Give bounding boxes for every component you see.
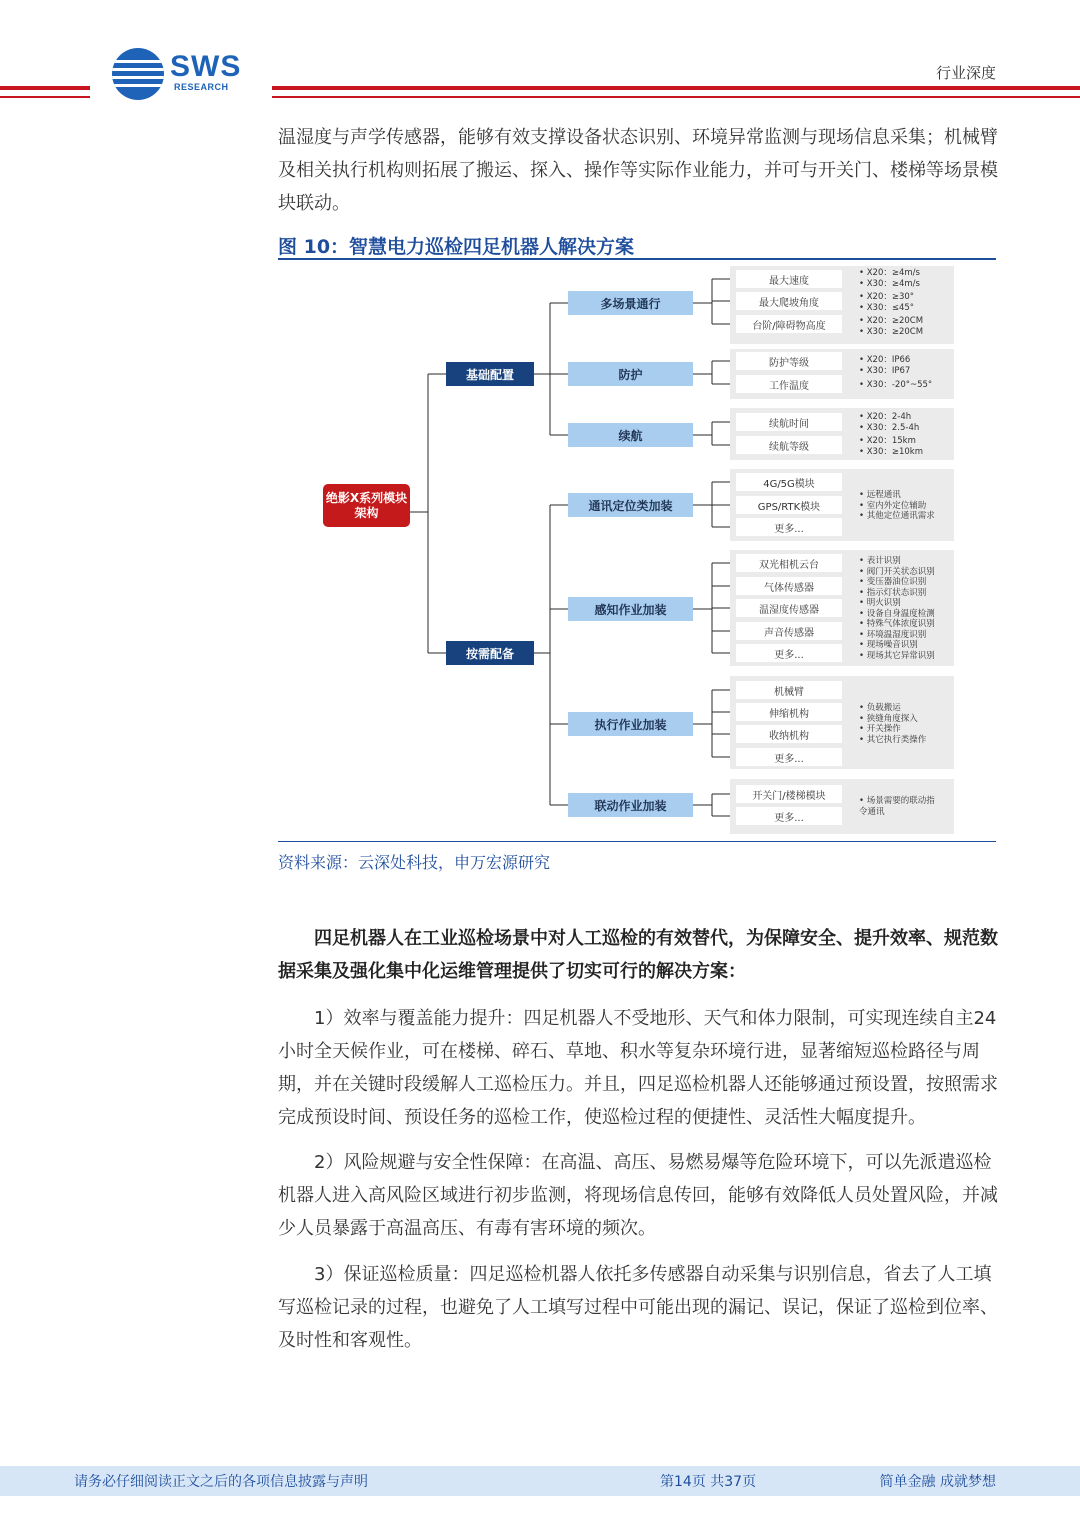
point-risk: 2）风险规避与安全性保障：在高温、高压、易燃易爆等危险环境下，可以先派遣巡检机器人进入高风险区域进行初步监测，将现场信息传回，能够有效降低人员处置风险，并减少人员暴露于高温高压、有毒有害环境的频次。 (278, 1152, 998, 1239)
leaf-robot-arm: 机械臂 (736, 681, 842, 699)
figure-top-rule (278, 258, 996, 260)
group-execution: 执行作业加装 (568, 712, 693, 736)
leaf-endurance-time: 续航时间 (736, 413, 842, 431)
leaf-more-perception: 更多... (736, 644, 842, 662)
figure-bottom-rule (278, 841, 996, 842)
leaf-step-height: 台阶/障碍物高度 (736, 315, 842, 333)
level1-on-demand: 按需配备 (446, 641, 534, 665)
point-efficiency: 1）效率与覆盖能力提升：四足机器人不受地形、天气和体力限制，可实现连续自主24小时全天候作业，可在楼梯、碎石、草地、积水等复杂环境行进，显著缩短巡检路径与周期，并在关键时段缓解人工巡检压力。并且，四足巡检机器人还能够通过预设置，按照需求完成预设时间、预设任务的巡检工作，使巡检过程的便捷性、灵活性大幅度提升。 (278, 1008, 998, 1128)
notes-protection: • X20：IP66 • X30：IP67 • X30：-20°~55° (859, 355, 932, 391)
notes-multi-scene: • X20：≥4m/s • X30：≥4m/s • X20：≥30° • X30：≤45° • X20：≥20CM • X30：≥20CM (859, 268, 923, 337)
leaf-gps-rtk: GPS/RTK模块 (736, 496, 842, 514)
leaf-more-linkage: 更多... (736, 807, 842, 825)
notes-endurance: • X20：2-4h • X30：2.5-4h • X20：15km • X30：≥10km (859, 412, 923, 457)
header-rule-left-thin (0, 96, 90, 98)
leaf-humidity-sensor: 温湿度传感器 (736, 599, 842, 617)
intro-paragraph: 温湿度与声学传感器，能够有效支撑设备状态识别、环境异常监测与现场信息采集；机械臂及相关执行机构则拓展了搬运、探入、操作等实际作业能力，并可与开关门、楼梯等场景模块联动。 (278, 127, 998, 214)
leaf-telescopic: 伸缩机构 (736, 703, 842, 721)
root-node: 绝影X系列模块架构 (323, 484, 410, 527)
leaf-more-comm: 更多... (736, 518, 842, 536)
logo-subtext: RESEARCH (174, 82, 229, 92)
leaf-max-speed: 最大速度 (736, 270, 842, 288)
level1-basic-config: 基础配置 (446, 362, 534, 386)
notes-linkage: • 场景需要的联动指令通讯 (859, 796, 939, 817)
leaf-storage: 收纳机构 (736, 725, 842, 743)
footer-page-number: 第14页 共37页 (660, 1474, 757, 1490)
leaf-sound-sensor: 声音传感器 (736, 622, 842, 640)
solution-diagram (278, 262, 996, 840)
sws-logo-icon (112, 48, 164, 100)
leaf-gas-sensor: 气体传感器 (736, 577, 842, 595)
figure-title: 图 10：智慧电力巡检四足机器人解决方案 (278, 236, 635, 258)
figure-source: 资料来源：云深处科技，申万宏源研究 (278, 853, 551, 872)
leaf-work-temp: 工作温度 (736, 375, 842, 393)
header-rule-right (272, 86, 1080, 90)
leaf-max-slope: 最大爬坡角度 (736, 292, 842, 310)
leaf-4g5g: 4G/5G模块 (736, 473, 842, 491)
leaf-door-stair: 开关门/楼梯模块 (736, 785, 842, 803)
group-comm-positioning: 通讯定位类加装 (568, 493, 693, 517)
notes-comm-positioning: • 远程通讯 • 室内外定位辅助 • 其他定位通讯需求 (859, 490, 935, 522)
sws-logo (112, 48, 262, 102)
header-category: 行业深度 (935, 64, 996, 82)
notes-execution: • 负载搬运 • 狭缝角度探入 • 开关操作 • 其它执行类操作 (859, 703, 926, 745)
logo-text: SWS (170, 50, 242, 83)
group-perception: 感知作业加装 (568, 597, 693, 621)
group-protection: 防护 (568, 362, 693, 386)
notes-perception: • 表计识别 • 阀门开关状态识别 • 变压器油位识别 • 指示灯状态识别 • 明火识别 • 设备自身温度检测 • 特殊气体浓度识别 • 环境温湿度识别 • 现场噪音识别 • 现场其它异常识别 (859, 556, 935, 661)
header-rule-right-thin (272, 96, 1080, 98)
leaf-protection-level: 防护等级 (736, 352, 842, 370)
footer-disclaimer: 请务必仔细阅读正文之后的各项信息披露与声明 (74, 1474, 368, 1490)
leaf-endurance-level: 续航等级 (736, 436, 842, 454)
group-multi-scene: 多场景通行 (568, 291, 693, 315)
group-linkage: 联动作业加装 (568, 793, 693, 817)
footer-slogan: 简单金融 成就梦想 (879, 1474, 996, 1490)
lead-paragraph: 四足机器人在工业巡检场景中对人工巡检的有效替代，为保障安全、提升效率、规范数据采集及强化集中化运维管理提供了切实可行的解决方案： (278, 928, 998, 982)
leaf-dual-camera: 双光相机云台 (736, 554, 842, 572)
group-endurance: 续航 (568, 423, 693, 447)
point-quality: 3）保证巡检质量：四足巡检机器人依托多传感器自动采集与识别信息，省去了人工填写巡检记录的过程，也避免了人工填写过程中可能出现的漏记、误记，保证了巡检到位率、及时性和客观性。 (278, 1264, 998, 1351)
leaf-more-execution: 更多... (736, 748, 842, 766)
header-rule-left (0, 86, 90, 90)
